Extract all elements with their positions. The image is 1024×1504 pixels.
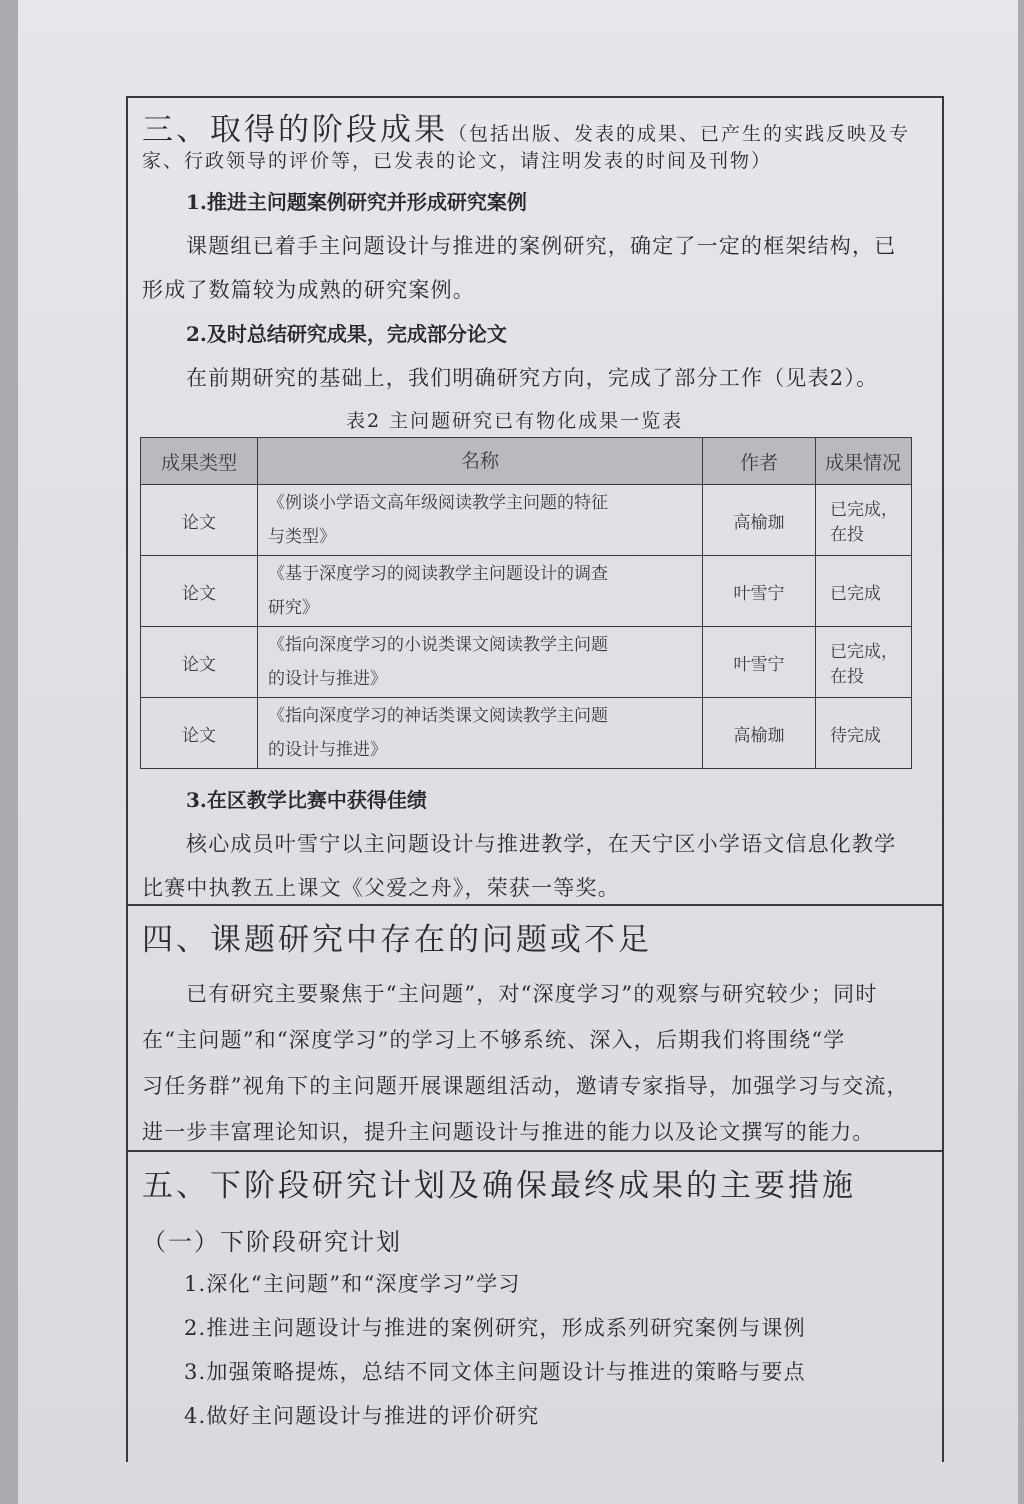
cell-name-line1: 《指向深度学习的神话类课文阅读教学主问题	[268, 706, 608, 726]
cell-author: 高榆珈	[703, 698, 816, 769]
cell-status: 已完成，在投	[816, 627, 912, 698]
header-status: 成果情况	[816, 438, 912, 485]
table-header-row	[141, 438, 912, 485]
sub3-title: 3.在区教学比赛中获得佳绩	[186, 788, 427, 812]
cell-status: 已完成	[816, 556, 912, 627]
sub1-para-2: 形成了数篇较为成熟的研究案例。	[142, 278, 475, 302]
divider-section4	[126, 904, 944, 906]
table-row	[141, 627, 912, 698]
results-table	[140, 437, 912, 769]
cell-name-line1: 《例谈小学语文高年级阅读教学主问题的特征	[268, 493, 608, 513]
cell-type: 论文	[141, 485, 258, 556]
sub3-para-2: 比赛中执教五上课文《父爱之舟》，荣获一等奖。	[142, 876, 620, 900]
cell-name	[258, 556, 703, 627]
cell-author: 高榆珈	[703, 485, 816, 556]
cell-name-line2: 研究》	[268, 598, 319, 618]
section4-heading: 四、课题研究中存在的问题或不足	[142, 922, 652, 958]
section4-para-2: 在“主问题”和“深度学习”的学习上不够系统、深入，后期我们将围绕“学	[142, 1028, 846, 1052]
sub1-title: 1.推进主问题案例研究并形成研究案例	[186, 190, 527, 214]
section4-para-3: 习任务群”视角下的主问题开展课题组活动，邀请专家指导，加强学习与交流，	[142, 1074, 909, 1098]
section3-note-2: 家、行政领导的评价等，已发表的论文，请注明发表的时间及刊物）	[142, 150, 773, 172]
plan-item-4: 4.做好主问题设计与推进的评价研究	[184, 1404, 540, 1428]
cell-type: 论文	[141, 627, 258, 698]
sub2-title: 2.及时总结研究成果，完成部分论文	[186, 322, 507, 346]
table-row	[141, 556, 912, 627]
cell-name	[258, 698, 703, 769]
plan-item-2: 2.推进主问题设计与推进的案例研究，形成系列研究案例与课例	[184, 1316, 806, 1340]
table-caption: 表2 主问题研究已有物化成果一览表	[346, 410, 684, 432]
plan-item-3: 3.加强策略提炼，总结不同文体主问题设计与推进的策略与要点	[184, 1360, 806, 1384]
section3-heading: 三、取得的阶段成果	[142, 112, 448, 148]
cell-status: 已完成，在投	[816, 485, 912, 556]
cell-author: 叶雪宁	[703, 627, 816, 698]
cell-status: 待完成	[816, 698, 912, 769]
cell-name-line2: 的设计与推进》	[268, 740, 387, 760]
cell-name-line1: 《指向深度学习的小说类课文阅读教学主问题	[268, 635, 608, 655]
section5-subheading: （一）下阶段研究计划	[142, 1228, 402, 1256]
header-name: 名称	[258, 438, 703, 485]
header-type: 成果类型	[141, 438, 258, 485]
table-row	[141, 698, 912, 769]
section4-para-4: 进一步丰富理论知识，提升主问题设计与推进的能力以及论文撰写的能力。	[142, 1120, 875, 1144]
section3-note-1: （包括出版、发表的成果、已产生的实践反映及专	[448, 123, 911, 145]
table-row	[141, 485, 912, 556]
header-author: 作者	[703, 438, 816, 485]
cell-author: 叶雪宁	[703, 556, 816, 627]
sub3-para-1: 核心成员叶雪宁以主问题设计与推进教学，在天宁区小学语文信息化教学	[186, 832, 897, 856]
cell-name-line1: 《基于深度学习的阅读教学主问题设计的调查	[268, 564, 608, 584]
cell-name	[258, 627, 703, 698]
sub1-para-1: 课题组已着手主问题设计与推进的案例研究，确定了一定的框架结构，已	[186, 234, 897, 258]
section5-heading: 五、下阶段研究计划及确保最终成果的主要措施	[142, 1168, 856, 1204]
divider-section5	[126, 1150, 944, 1152]
sub2-para-1: 在前期研究的基础上，我们明确研究方向，完成了部分工作（见表2）。	[186, 366, 879, 390]
section4-para-1: 已有研究主要聚焦于“主问题”，对“深度学习”的观察与研究较少；同时	[186, 982, 878, 1006]
cell-type: 论文	[141, 556, 258, 627]
cell-name-line2: 的设计与推进》	[268, 669, 387, 689]
plan-item-1: 1.深化“主问题”和“深度学习”学习	[184, 1272, 521, 1296]
cell-name-line2: 与类型》	[268, 527, 336, 547]
cell-type: 论文	[141, 698, 258, 769]
cell-name	[258, 485, 703, 556]
section3-heading-line	[142, 104, 910, 149]
